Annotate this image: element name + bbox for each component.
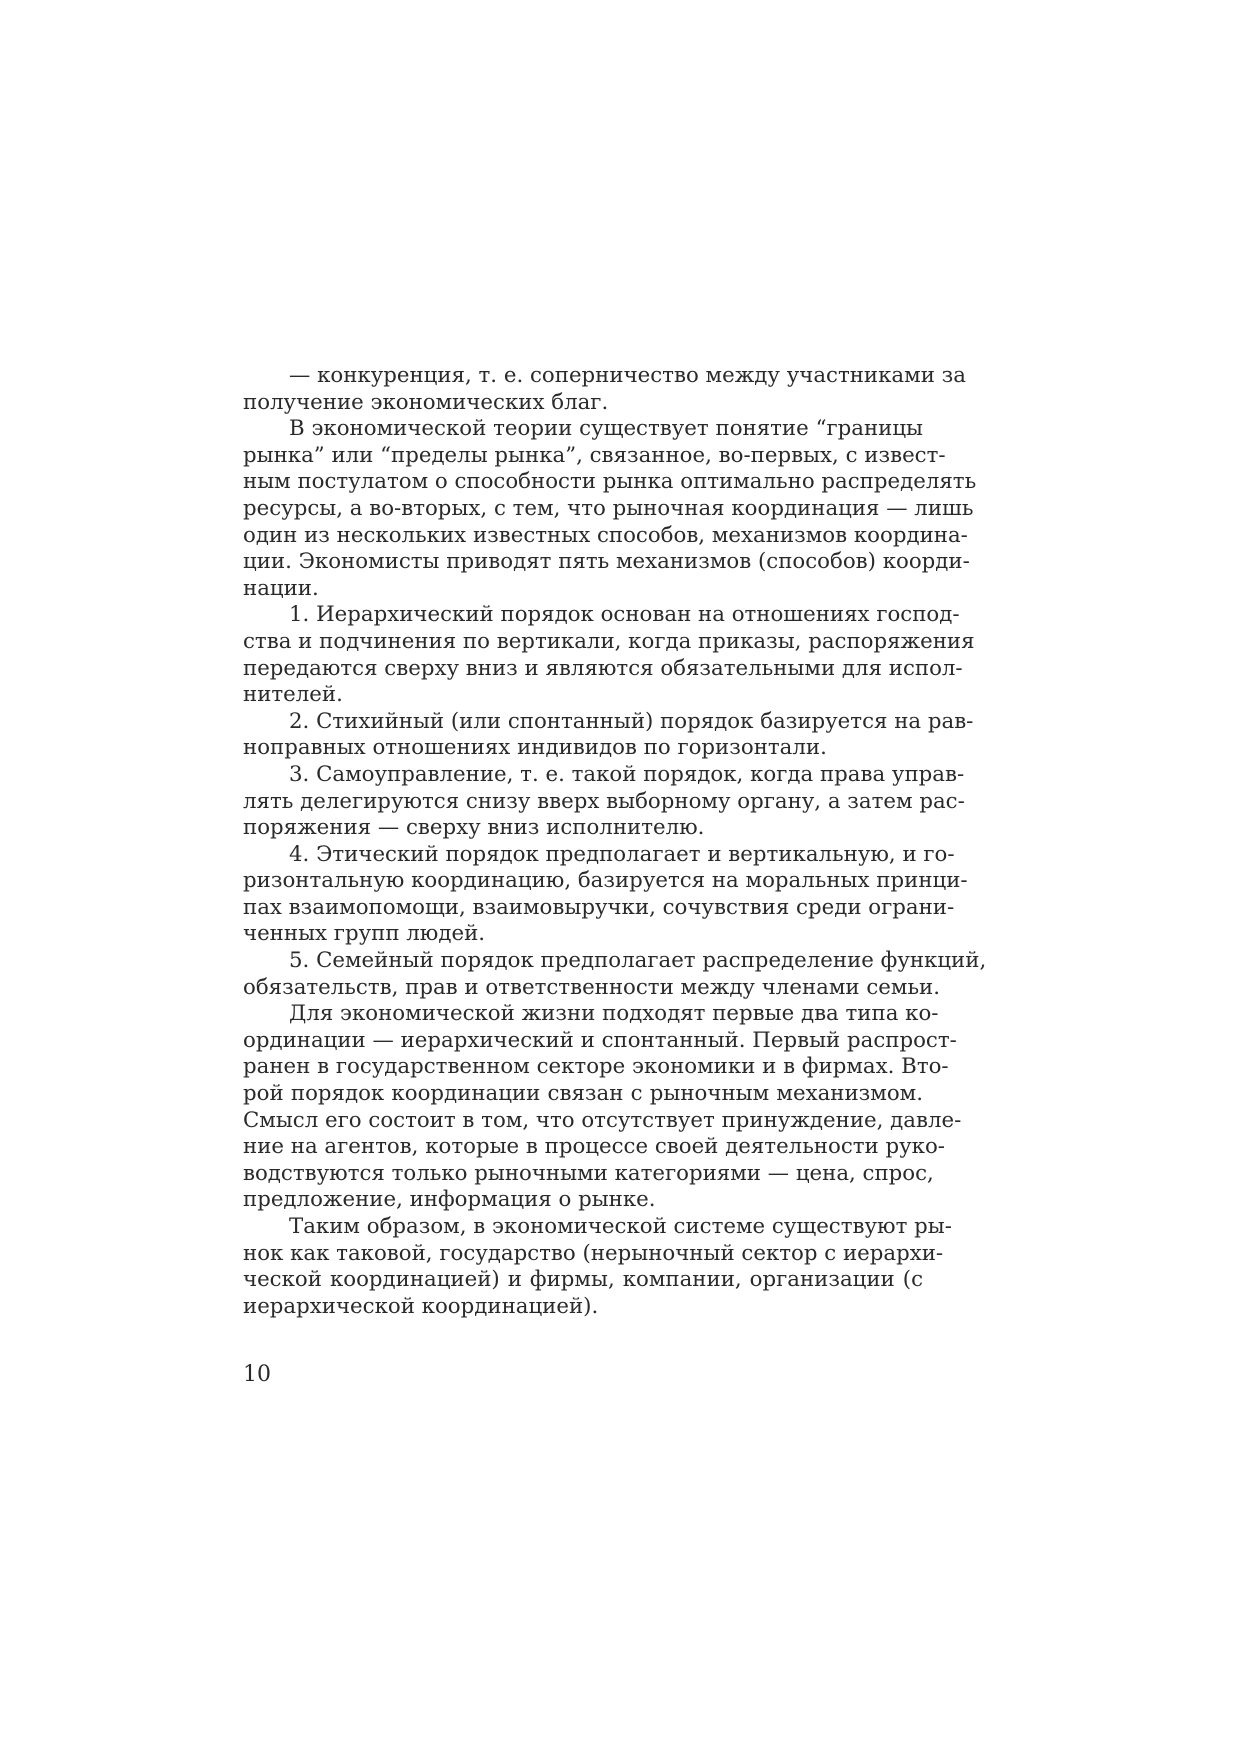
text-line: получение экономических благ. <box>243 389 609 415</box>
text-line: Для экономической жизни подходят первые два типа ко- <box>289 1001 939 1027</box>
text-line: рой порядок координации связан с рыночным механизмом. <box>243 1081 923 1107</box>
list-item-2-spontaneous <box>243 708 974 762</box>
text-line: 4. Этический порядок предполагает и вертикальную, и го- <box>289 841 955 867</box>
text-line: ным постулатом о способности рынка оптимально распределять <box>243 469 977 495</box>
list-item-5-family <box>243 948 987 1001</box>
text-line: нок как таковой, государство (нерыночный сектор с иерархи- <box>243 1240 944 1266</box>
text-line: поряжения — сверху вниз исполнителю. <box>243 815 705 841</box>
text-line: рынка” или “пределы рынка”, связанное, во-первых, с извест- <box>243 442 946 468</box>
text-line: ции. Экономисты приводят пять механизмов (способов) коорди- <box>243 549 970 575</box>
text-line: ноправных отношениях индивидов по горизонтали. <box>243 735 827 761</box>
text-line: ние на агентов, которые в процессе своей деятельности руко- <box>243 1134 945 1160</box>
text-line: передаются сверху вниз и являются обязательными для испол- <box>243 655 963 681</box>
text-line: ства и подчинения по вертикали, когда приказы, распоряжения <box>243 628 975 654</box>
text-line: ченных групп людей. <box>243 921 486 947</box>
text-line: ординации — иерархический и спонтанный. Первый распрост- <box>243 1027 957 1053</box>
text-line: пах взаимопомощи, взаимовыручки, сочувствия среди ограни- <box>243 894 955 920</box>
text-line: 2. Стихийный (или спонтанный) порядок базируется на рав- <box>289 708 974 734</box>
text-line: Смысл его состоит в том, что отсутствует принуждение, давле- <box>243 1107 962 1133</box>
paragraph-economic-life <box>243 1001 962 1214</box>
text-line: нации. <box>243 575 319 601</box>
text-line: ресурсы, а во-вторых, с тем, что рыночная координация — лишь <box>243 495 974 521</box>
text-line: ранен в государственном секторе экономики и в фирмах. Вто- <box>243 1054 949 1080</box>
text-line: один из нескольких известных способов, механизмов координа- <box>243 522 968 548</box>
text-line: ческой координацией) и фирмы, компании, организации (с <box>243 1267 923 1293</box>
body-text <box>243 363 987 1320</box>
text-line: нителей. <box>243 682 343 708</box>
text-line: предложение, информация о рынке. <box>243 1187 656 1213</box>
list-item-1-hierarchical <box>243 602 975 708</box>
list-item-3-self-government <box>243 761 965 842</box>
text-line: ризонтальную координацию, базируется на моральных принци- <box>243 868 968 894</box>
text-line: 1. Иерархический порядок основан на отношениях господ- <box>289 602 960 628</box>
text-line: обязательств, прав и ответственности между членами семьи. <box>243 974 941 1000</box>
text-line: иерархической координацией). <box>243 1293 599 1319</box>
paragraph-competition <box>243 363 966 416</box>
paragraph-conclusion <box>243 1214 952 1320</box>
text-line: — конкуренция, т. е. соперничество между участниками за <box>289 363 966 388</box>
paragraph-market-limits <box>243 416 977 602</box>
page-number: 10 <box>243 1362 271 1387</box>
text-line: 5. Семейный порядок предполагает распределение функций, <box>289 948 987 974</box>
text-line: В экономической теории существует понятие “границы <box>289 416 923 442</box>
text-line: водствуются только рыночными категориями — цена, спрос, <box>243 1160 934 1186</box>
list-item-4-ethical <box>243 841 968 948</box>
text-line: лять делегируются снизу вверх выборному органу, а затем рас- <box>243 788 965 814</box>
text-line: Таким образом, в экономической системе существуют ры- <box>289 1214 952 1239</box>
text-line: 3. Самоуправление, т. е. такой порядок, когда права управ- <box>289 761 965 787</box>
